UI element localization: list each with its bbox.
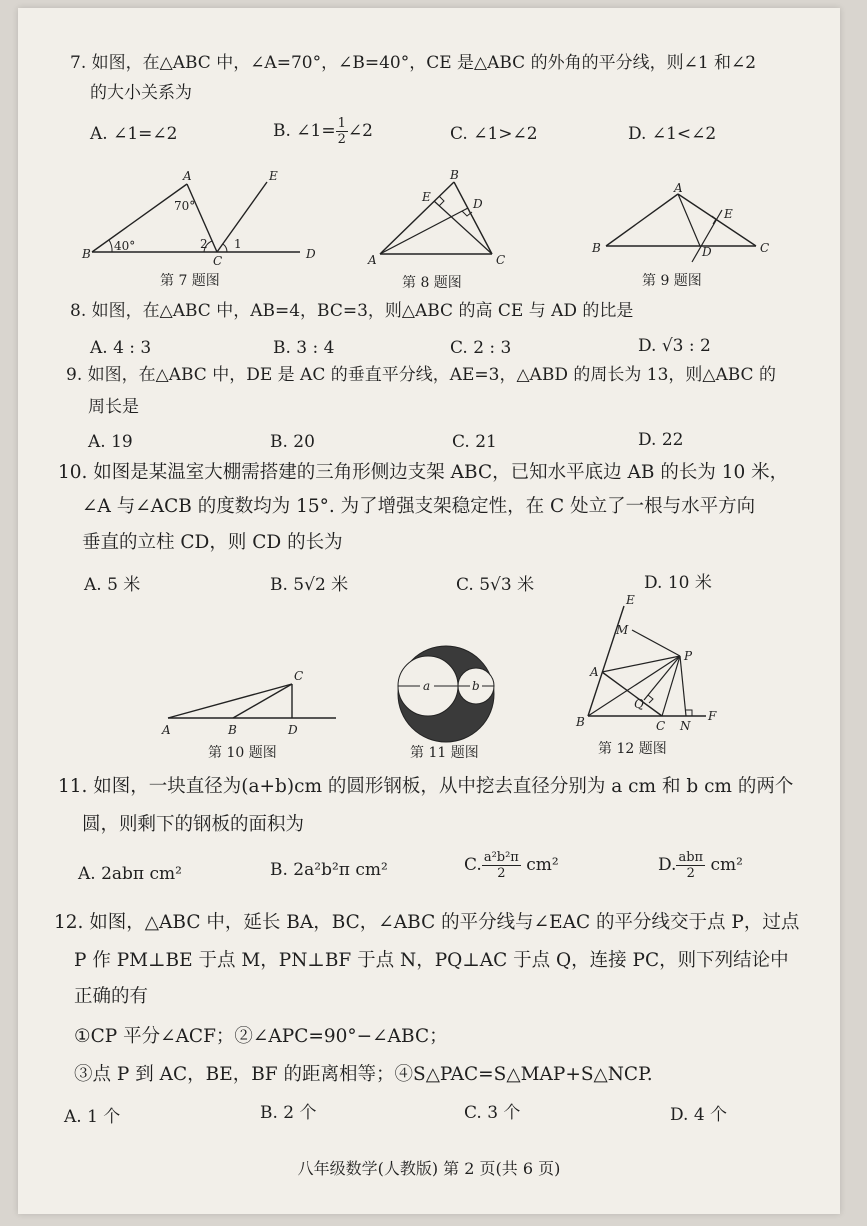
fig9-label-E: E bbox=[724, 207, 733, 221]
fig8-label-D: D bbox=[473, 197, 483, 211]
fig12-label-E: E bbox=[626, 593, 635, 607]
q12-option-d: D. 4 个 bbox=[670, 1105, 728, 1125]
q12-stem-line4: ①CP 平分∠ACF；②∠APC=90°−∠ABC； bbox=[74, 1026, 448, 1047]
figure-7 bbox=[82, 166, 322, 266]
q10-stem-line1: 10. 如图是某温室大棚需搭建的三角形侧边支架 ABC，已知水平底边 AB 的长为 10 米， bbox=[58, 462, 789, 483]
q11-stem-line1: 11. 如图，一块直径为(a+b)cm 的圆形钢板，从中挖去直径分别为 a cm 和 b cm 的两个 bbox=[58, 776, 794, 797]
fig7-label-B: B bbox=[82, 247, 91, 261]
fig7-angle-B: 40° bbox=[114, 239, 136, 253]
fig9-caption: 第 9 题图 bbox=[642, 273, 702, 289]
q11-option-d: D. $\frac{\text{abπ}}{2}$ cm² bbox=[658, 850, 743, 881]
fig7-label-A: A bbox=[183, 169, 192, 183]
fig11-caption: 第 11 题图 bbox=[410, 745, 479, 761]
fig7-angle-2: 2 bbox=[200, 237, 208, 251]
fig12-label-F: F bbox=[708, 709, 717, 723]
q7-option-c: C. ∠1>∠2 bbox=[450, 124, 538, 144]
fig10-label-D: D bbox=[288, 723, 298, 737]
q12-option-c: C. 3 个 bbox=[464, 1103, 521, 1123]
fig10-label-C: C bbox=[294, 669, 304, 683]
fig8-label-B: B bbox=[450, 168, 459, 182]
fig9-label-C: C bbox=[760, 241, 770, 255]
fig12-label-M: M bbox=[616, 623, 629, 637]
fig10-caption: 第 10 题图 bbox=[208, 745, 277, 761]
fig9-label-B: B bbox=[592, 241, 601, 255]
q9-option-a: A. 19 bbox=[88, 432, 133, 452]
q11-option-a: A. 2abπ cm² bbox=[78, 864, 182, 884]
q12-stem-line5: ③点 P 到 AC，BE，BF 的距离相等；④S△PAC=S△MAP+S△NCP. bbox=[74, 1064, 653, 1085]
fig7-angle-1: 1 bbox=[234, 237, 242, 251]
q7-option-a: A. ∠1=∠2 bbox=[90, 124, 178, 144]
q12-option-a: A. 1 个 bbox=[64, 1107, 121, 1127]
fig12-label-B: B bbox=[576, 715, 585, 729]
figure-8 bbox=[362, 168, 512, 268]
fig7-caption: 第 7 题图 bbox=[160, 273, 220, 289]
fig10-label-B: B bbox=[228, 723, 237, 737]
fig12-label-N: N bbox=[680, 719, 691, 733]
fig12-label-A: A bbox=[590, 665, 599, 679]
fig12-label-C: C bbox=[656, 719, 666, 733]
q8-stem: 8. 如图，在△ABC 中，AB=4，BC=3，则△ABC 的高 CE 与 AD 的比是 bbox=[70, 301, 634, 321]
fig11-label-b: b bbox=[472, 679, 480, 693]
fig7-label-D: D bbox=[306, 247, 316, 261]
q9-option-c: C. 21 bbox=[452, 432, 497, 452]
fig11-label-a: a bbox=[423, 679, 431, 693]
fig7-label-E: E bbox=[269, 169, 278, 183]
q11-option-b: B. 2a²b²π cm² bbox=[270, 860, 388, 880]
q12-stem-line2: P 作 PM⊥BE 于点 M，PN⊥BF 于点 N，PQ⊥AC 于点 Q，连接 PC，则下列结论中 bbox=[74, 950, 789, 971]
fig9-label-D: D bbox=[702, 245, 712, 259]
q10-stem-line3: 垂直的立柱 CD，则 CD 的长为 bbox=[82, 532, 343, 553]
fig8-label-A: A bbox=[368, 253, 377, 267]
exam-page bbox=[18, 8, 840, 1214]
q10-stem-line2: ∠A 与∠ACB 的度数均为 15°. 为了增强支架稳定性，在 C 处立了一根与水平方向 bbox=[82, 496, 756, 517]
q7-option-d: D. ∠1<∠2 bbox=[628, 124, 717, 144]
q7-option-b: B. ∠1= $\frac{1}{2}$ ∠2 bbox=[273, 116, 373, 147]
figure-12 bbox=[558, 592, 717, 733]
figure-10 bbox=[158, 668, 338, 738]
q9-option-d: D. 22 bbox=[638, 430, 684, 450]
fig7-angle-A: 70° bbox=[174, 199, 196, 213]
q8-option-b: B. 3 : 4 bbox=[273, 338, 335, 358]
fig9-label-A: A bbox=[674, 181, 683, 195]
figure-9 bbox=[588, 182, 788, 262]
fig8-caption: 第 8 题图 bbox=[402, 275, 462, 291]
q11-option-c: C. $\frac{\text{a²b²π}}{2}$ cm² bbox=[464, 850, 559, 881]
fig7-label-C: C bbox=[213, 254, 223, 268]
q12-stem-line1: 12. 如图，△ABC 中，延长 BA，BC，∠ABC 的平分线与∠EAC 的平分线交于点 P，过点 bbox=[54, 912, 800, 933]
fig10-label-A: A bbox=[162, 723, 171, 737]
fig12-label-Q: Q bbox=[634, 697, 644, 711]
fig8-label-C: C bbox=[496, 253, 506, 267]
fig8-label-E: E bbox=[422, 190, 431, 204]
q12-option-b: B. 2 个 bbox=[260, 1103, 317, 1123]
q10-option-c: C. 5√3 米 bbox=[456, 575, 535, 595]
q7-stem-line1: 7. 如图，在△ABC 中，∠A=70°，∠B=40°，CE 是△ABC 的外角的平分线，则∠1 和∠2 bbox=[70, 53, 757, 73]
q9-stem-line1: 9. 如图，在△ABC 中，DE 是 AC 的垂直平分线，AE=3，△ABD 的周长为 13，则△ABC 的 bbox=[66, 365, 776, 385]
q10-option-d: D. 10 米 bbox=[644, 573, 712, 593]
q9-stem-line2: 周长是 bbox=[88, 397, 139, 417]
fig12-caption: 第 12 题图 bbox=[598, 741, 667, 757]
q10-option-a: A. 5 米 bbox=[84, 575, 141, 595]
page-footer: 八年级数学(人教版) 第 2 页(共 6 页) bbox=[297, 1159, 561, 1178]
q8-option-c: C. 2 : 3 bbox=[450, 338, 512, 358]
q12-stem-line3: 正确的有 bbox=[74, 986, 149, 1007]
fig12-label-P: P bbox=[684, 649, 693, 663]
q9-option-b: B. 20 bbox=[270, 432, 315, 452]
q8-option-a: A. 4 : 3 bbox=[90, 338, 152, 358]
q7-stem-line2: 的大小关系为 bbox=[90, 83, 192, 103]
figure-11 bbox=[396, 644, 496, 744]
q11-stem-line2: 圆，则剩下的钢板的面积为 bbox=[82, 814, 305, 835]
q10-option-b: B. 5√2 米 bbox=[270, 575, 349, 595]
q8-option-d: D. √3 : 2 bbox=[638, 336, 711, 356]
